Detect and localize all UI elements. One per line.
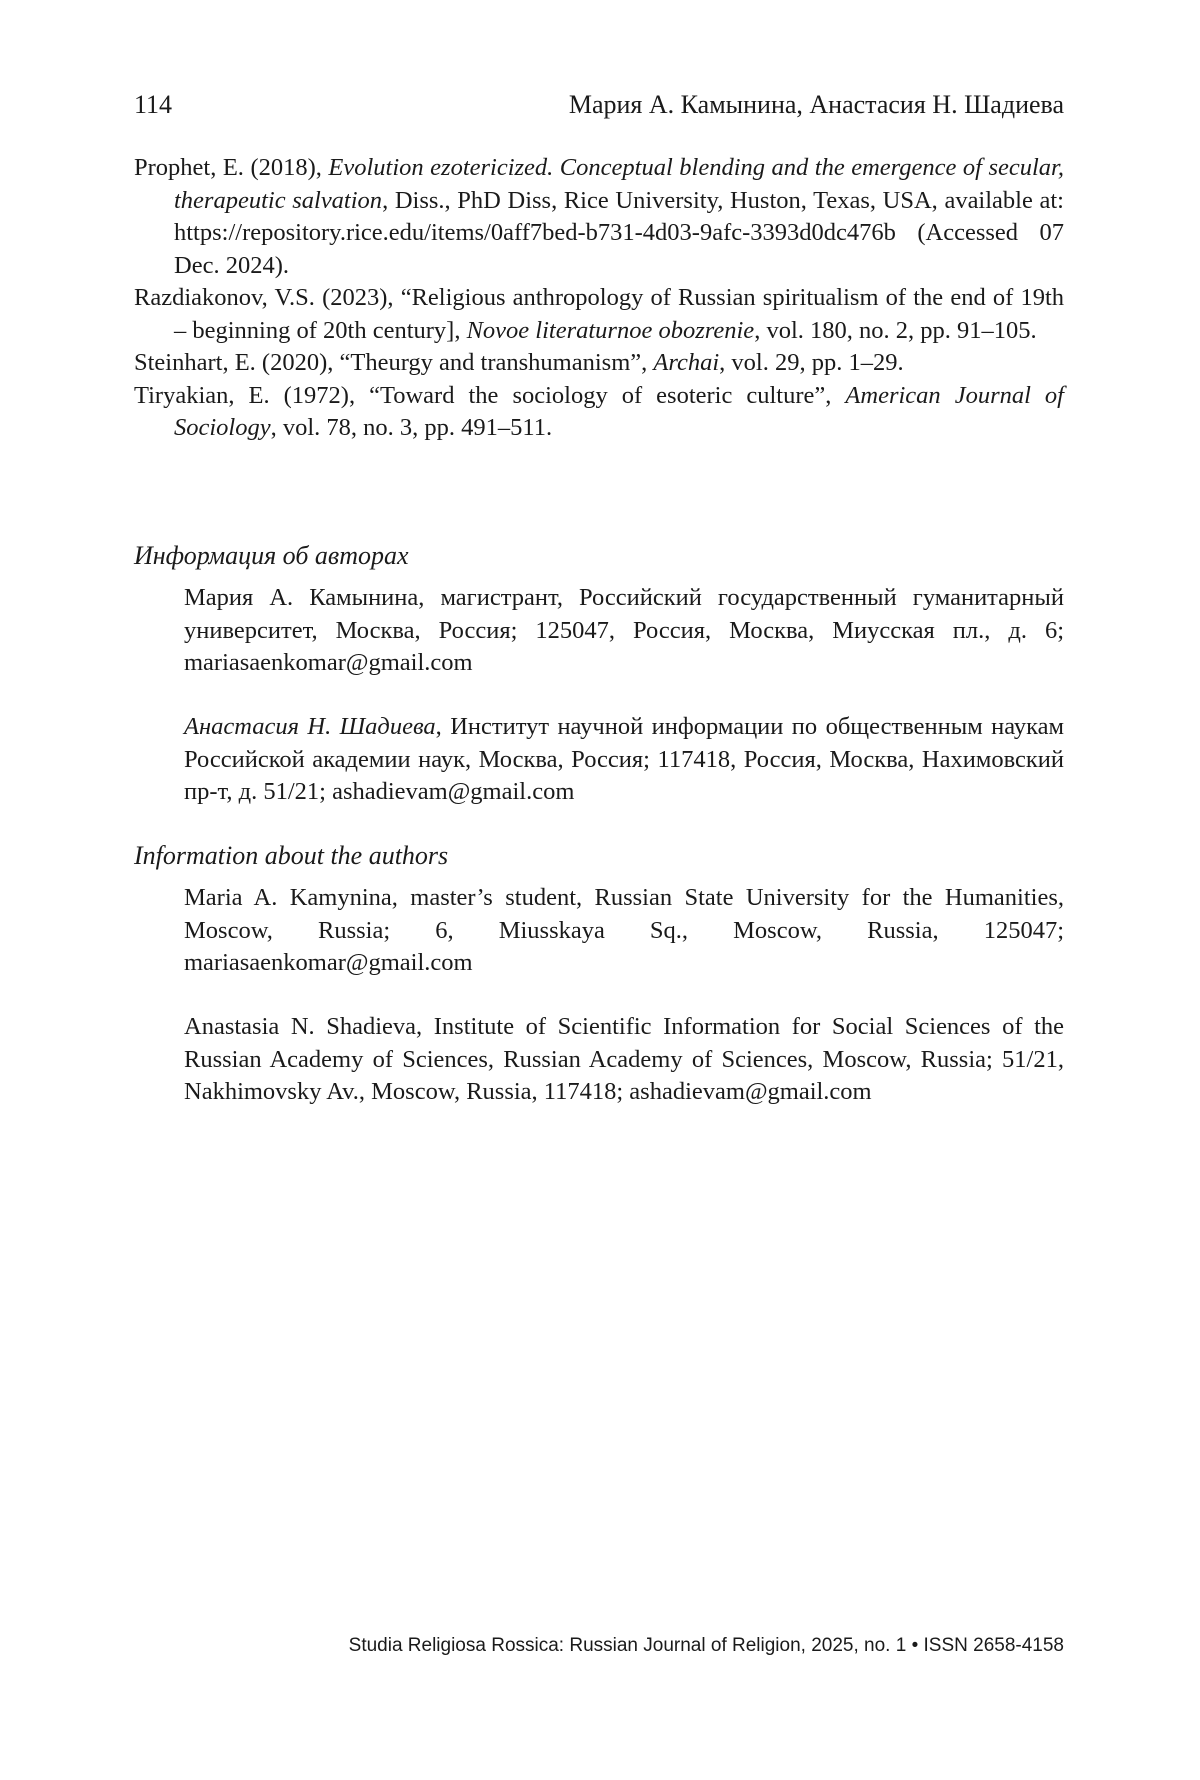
reference-text: , vol. 29, pp. 1–29.: [719, 349, 904, 376]
running-head-authors: Мария А. Камынина, Анастасия Н. Шадиева: [568, 90, 1064, 119]
author-info-ru-2: [184, 711, 1064, 809]
reference-title: Archai: [653, 349, 720, 376]
reference-text: , vol. 78, no. 3, pp. 491–511.: [270, 414, 553, 441]
reference-text: Razdiakonov, V.S. (2023), “Religious anthropology of Russian spiritualism of the end of 19th – beginning of 20th century],: [134, 284, 1064, 344]
reference-item: [134, 380, 1064, 445]
reference-item: [134, 347, 1064, 380]
reference-title: Evolution ezotericized. Conceptual blending and the emergence of secular, therapeutic salvation: [174, 154, 1064, 214]
reference-title: American Journal of Sociology: [174, 381, 1064, 441]
reference-text: Steinhart, E. (2020), “Theurgy and transhumanism”,: [134, 349, 654, 376]
reference-text: , Diss., PhD Diss, Rice University, Huston, Texas, USA, available at: https://repository.rice.edu/items/0aff7bed-b731-4d03-9afc-3393d0dc476b (Accessed 07 Dec. 2024).: [174, 186, 1064, 279]
reference-text: Prophet, E. (2018),: [134, 154, 329, 181]
journal-footer: Studia Religiosa Rossica: Russian Journal of Religion, 2025, no. 1 • ISSN 2658-4158: [348, 1635, 1064, 1656]
reference-list: [134, 152, 1064, 445]
reference-title: Novoe literaturnoe obozrenie: [466, 316, 755, 344]
author-info-en-1: Maria A. Kamynina, master’s student, Russian State University for the Humanities, Moscow, Russia; 6, Miusskaya Sq., Moscow, Russia, 125047; mariasaenkomar@gmail.com: [184, 884, 1064, 976]
reference-text: , vol. 180, no. 2, pp. 91–105.: [754, 316, 1037, 344]
page-number: 114: [134, 90, 173, 119]
page: [134, 0, 1064, 1780]
reference-item: [134, 282, 1064, 347]
author-info-ru-1: Мария А. Камынина, магистрант, Российский государственный гуманитарный университет, Москва, Россия; 125047, Россия, Москва, Миусская пл., д. 6; mariasaenkomar@gmail.com: [184, 584, 1064, 676]
author-info-en-2: Anastasia N. Shadieva, Institute of Scientific Information for Social Sciences of the Russian Academy of Sciences, Russian Academy of Sciences, Moscow, Russia; 51/21, Nakhimovsky Av., Moscow, Russia, 117418; ashadievam@gmail.com: [184, 1013, 1064, 1105]
author-name: Анастасия Н. Шадиева: [184, 713, 436, 740]
author-details: , Институт научной информации по общественным наукам Российской академии наук, Москва, Россия; 117418, Россия, Москва, Нахимовский пр-т, д. 51/21; ashadievam@gmail.com: [184, 713, 1065, 805]
reference-item: [134, 152, 1064, 282]
authors-heading-en: Information about the authors: [134, 841, 449, 870]
reference-text: Tiryakian, E. (1972), “Toward the sociology of esoteric culture”,: [134, 381, 846, 409]
authors-heading-ru: Информация об авторах: [134, 541, 409, 570]
